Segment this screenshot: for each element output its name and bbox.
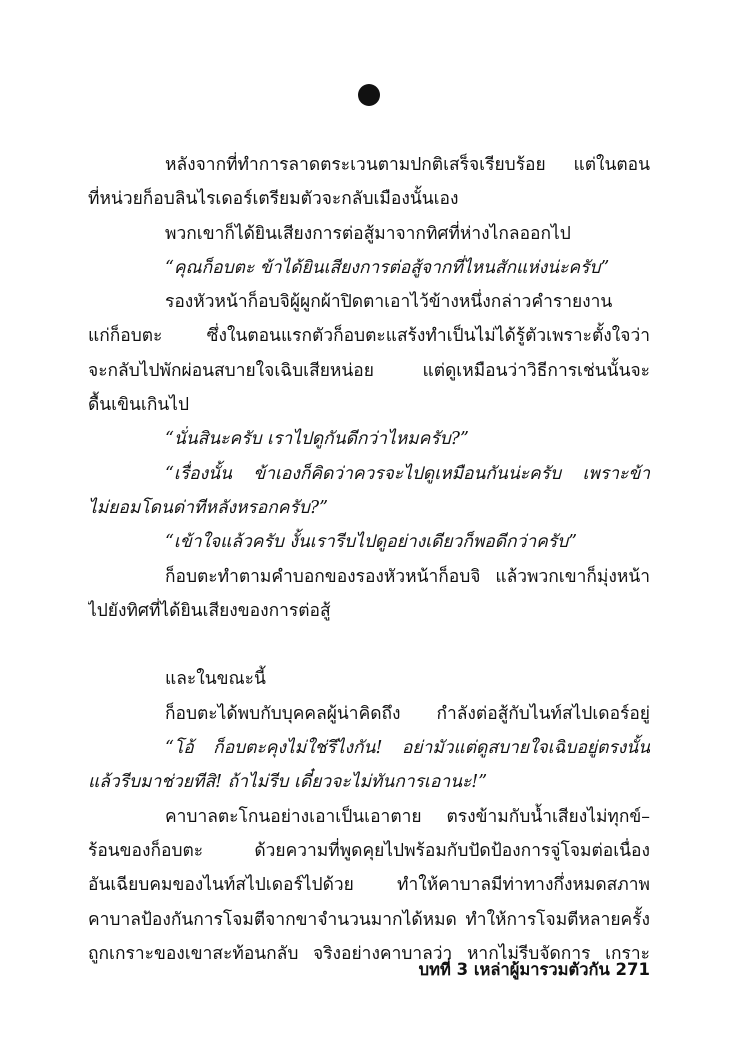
text-line: และในขณะนี้ (165, 669, 266, 690)
text-line: ไปยังทิศที่ได้ยินเสียงของการต่อสู้ (88, 600, 331, 621)
dialogue-line: “คุณก็อบตะ ข้าได้ยินเสียงการต่อสู้จากที่ไหนสักแห่งน่ะครับ” (165, 257, 610, 278)
text-line: พวกเขาก็ได้ยินเสียงการต่อสู้มาจากทิศที่ห่างไกลออกไป (165, 223, 571, 244)
text-line: ถูกเกราะของเขาสะท้อนกลับ จริงอย่างคาบาลว่า หากไม่รีบจัดการ เกราะ (88, 943, 650, 964)
page-footer: บทที่ 3 เหล่าผู้มารวมตัวกัน 271 (418, 960, 650, 979)
text-line: แก่ก็อบตะ ซึ่งในตอนแรกตัวก็อบตะแสร้งทำเป็นไม่ได้รู้ตัวเพราะตั้งใจว่า (88, 326, 650, 347)
text-line: คาบาลป้องกันการโจมตีจากขาจำนวนมากได้หมด ทำให้การโจมตีหลายครั้ง (88, 909, 650, 930)
dialogue-line: “เรื่องนั้น ข้าเองก็คิดว่าควรจะไปดูเหมือนกันน่ะครับ เพราะข้า (165, 463, 650, 484)
text-line: คาบาลตะโกนอย่างเอาเป็นเอาตาย ตรงข้ามกับน้ำเสียงไม่ทุกข์– (165, 806, 650, 827)
dialogue-line: “เข้าใจแล้วครับ งั้นเรารีบไปดูอย่างเดียวก็พอดีกว่าครับ” (165, 532, 578, 553)
text-line: ที่หน่วยก็อบลินไรเดอร์เตรียมตัวจะกลับเมืองนั้นเอง (88, 189, 459, 210)
text-line: จะกลับไปพักผ่อนสบายใจเฉิบเสียหน่อย แต่ดูเหมือนว่าวิธีการเช่นนั้นจะ (88, 360, 650, 381)
section-break (88, 628, 650, 662)
dialogue-line: ไม่ยอมโดนด่าทีหลังหรอกครับ?” (88, 497, 328, 518)
body-text (88, 148, 650, 971)
text-line: ก็อบตะทำตามคำบอกของรองหัวหน้าก็อบจิ แล้วพวกเขาก็มุ่งหน้า (165, 566, 650, 587)
section-bullet (358, 84, 380, 106)
text-line: อันเฉียบคมของไนท์สไปเดอร์ไปด้วย ทำให้คาบาลมีท่าทางกึ่งหมดสภาพ (88, 875, 650, 896)
text-line: ก็อบตะได้พบกับบุคคลผู้น่าคิดถึง กำลังต่อสู้กับไนท์สไปเดอร์อยู่ (165, 703, 650, 724)
text-line: หลังจากที่ทำการลาดตระเวนตามปกติเสร็จเรียบร้อย แต่ในตอน (165, 155, 650, 175)
dialogue-line: “นั่นสินะครับ เราไปดูกันดีกว่าไหมครับ?” (165, 429, 469, 450)
text-line: ร้อนของก็อบตะ ด้วยความที่พูดคุยไปพร้อมกับปัดป้องการจู่โจมต่อเนื่อง (88, 840, 650, 861)
dialogue-line: “โอ้ ก็อบตะคุงไม่ใช่รึไงกัน! อย่ามัวแต่ดูสบายใจเฉิบอยู่ตรงนั้น (165, 738, 650, 759)
dialogue-line: แล้วรีบมาช่วยทีสิ! ถ้าไม่รีบ เดี๋ยวจะไม่ทันการเอานะ!” (88, 772, 488, 793)
text-line: รองหัวหน้าก็อบจิผู้ผูกผ้าปิดตาเอาไว้ข้างหนึ่งกล่าวคำรายงาน (165, 292, 613, 313)
text-line: ดื้นเขินเกินไป (88, 395, 190, 416)
